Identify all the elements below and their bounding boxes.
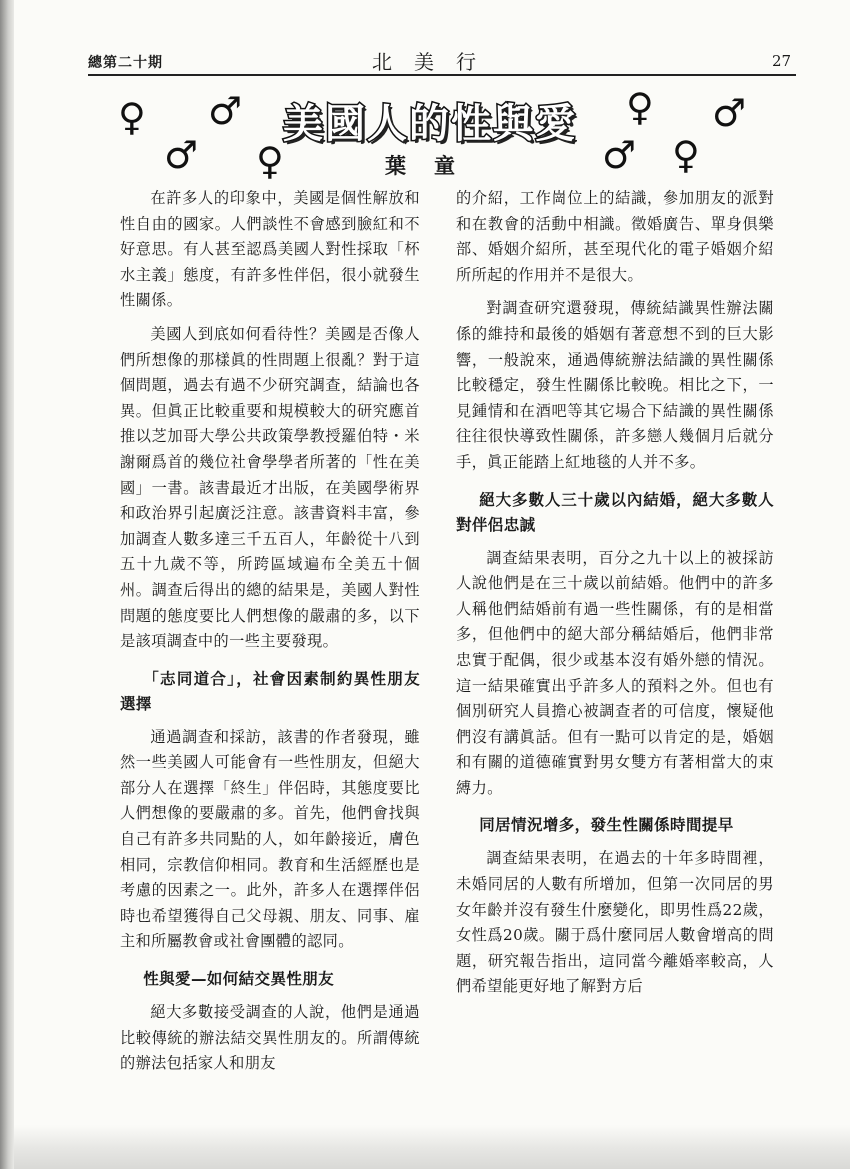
male-symbol-icon: ♂ xyxy=(712,91,747,135)
header-rule xyxy=(88,74,796,76)
section-heading: 同居情況增多，發生性關係時間提早 xyxy=(479,816,734,835)
page-number: 27 xyxy=(772,52,792,70)
paragraph: 對調查研究還發現，傳統結識異性辦法關係的維持和最後的婚姻有著意想不到的巨大影響，一般說來，通過傳統辦法結識的異性關係比較穩定，發生性關係比較晚。相比之下，一見鍾情和在酒吧等其它場合下結識的異性關係往往很快導致性關係，許多戀人幾個月后就分手，眞正能踏上紅地毯的人并不多。 xyxy=(456,299,774,471)
scan-bottom-shadow xyxy=(14,1125,850,1169)
article-author: 葉童 xyxy=(385,153,483,178)
left-column xyxy=(120,186,420,1077)
article-title: 美國人的性與愛 xyxy=(283,101,577,147)
female-symbol-icon: ♀ xyxy=(118,95,146,139)
male-symbol-icon: ♂ xyxy=(602,133,637,177)
section-heading: 性與愛—如何結交異性朋友 xyxy=(143,970,335,989)
section-heading: 絕大多數人三十歲以內結婚，絕大多數人對伴侶忠誠 xyxy=(456,490,774,534)
issue-label: 總第二十期 xyxy=(88,55,163,71)
paragraph: 的介紹，工作崗位上的結識，參加朋友的派對和在教會的活動中相識。徵婚廣告、單身俱樂部、婚姻介紹所，甚至現代化的電子婚姻介紹所所起的作用并不是很大。 xyxy=(456,189,774,284)
female-symbol-icon: ♀ xyxy=(626,85,654,129)
male-symbol-icon: ♂ xyxy=(164,133,199,177)
paragraph: 調查結果表明，在過去的十年多時間裡，未婚同居的人數有所增加，但第一次同居的男女年齡并沒有發生什麼變化，即男性爲22歲，女性爲20歲。關于爲什麼同居人數會增高的問題，研究報告指出，這同當今離婚率較高，人們希望能更好地了解對方后 xyxy=(456,849,774,996)
scan-edge-shadow xyxy=(0,0,14,1169)
magazine-name: 北美行 xyxy=(372,50,498,74)
paragraph: 絕大多數接受調查的人說，他們是通過比較傳統的辦法結交異性朋友的。所謂傳統的辦法包括家人和朋友 xyxy=(120,1003,420,1073)
paragraph: 調查結果表明，百分之九十以上的被採訪人說他們是在三十歲以前結婚。他們中的許多人稱他們結婚前有過一些性關係，有的是相當多，但他們中的絕大部分稱結婚后，他們非常忠實于配偶，很少或基本沒有婚外戀的情況。這一結果確實出乎許多人的預料之外。但也有個別研究人員擔心被調查者的可信度，懷疑他們沒有講眞話。但有一點可以肯定的是，婚姻和有關的道德確實對男女雙方有著相當大的束縛力。 xyxy=(456,548,774,797)
paragraph: 在許多人的印象中，美國是個性解放和性自由的國家。人們談性不會感到臉紅和不好意思。有人甚至認爲美國人對性採取「杯水主義」態度，有許多性伴侶，很小就發生性關係。 xyxy=(120,189,420,310)
female-symbol-icon: ♀ xyxy=(672,133,700,177)
section-heading: 「志同道合」，社會因素制約異性朋友選擇 xyxy=(120,669,420,713)
female-symbol-icon: ♀ xyxy=(256,139,284,183)
right-column xyxy=(456,186,774,1000)
paragraph: 通過調查和採訪，該書的作者發現，雖然一些美國人可能會有一些性朋友，但絕大部分人在選擇「終生」伴侶時，其態度要比人們想像的要嚴肅的多。首先，他們會找與自己有許多共同點的人，如年齡接近，膚色相同，宗教信仰相同。教育和生活經歷也是考慮的因素之一。此外，許多人在選擇伴侶時也希望獲得自己父母親、朋友、同事、雇主和所屬教會或社會團體的認同。 xyxy=(120,727,420,951)
paragraph: 美國人到底如何看待性？美國是否像人們所想像的那樣眞的性問題上很亂？對于這個問題，過去有過不少研究調查，結論也各異。但眞正比較重要和規模較大的研究應首推以芝加哥大學公共政策學教授羅伯特・米謝爾爲首的幾位社會學學者所著的「性在美國」一書。該書最近才出版，在美國學術界和政治界引起廣泛注意。該書資料丰富，參加調查人數多達三千五百人，年齡從十八到五十九歲不等，所跨區域遍布全美五十個州。調查后得出的總的結果是，美國人對性問題的態度要比人們想像的嚴肅的多，以下是該項調查中的一些主要發現。 xyxy=(120,324,420,651)
male-symbol-icon: ♂ xyxy=(208,89,243,133)
